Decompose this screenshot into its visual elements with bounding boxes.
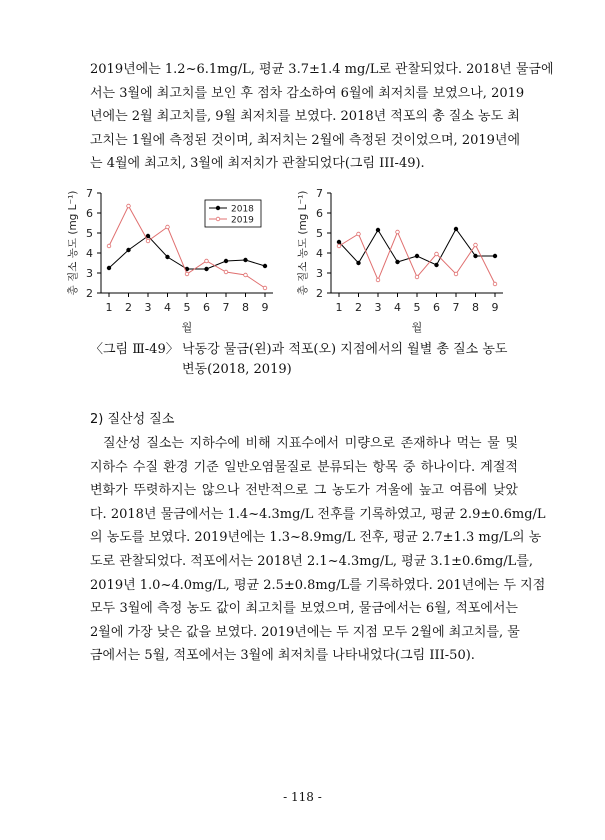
data-point bbox=[244, 273, 248, 277]
figure-charts bbox=[55, 185, 545, 335]
x-tick-label: 6 bbox=[203, 301, 210, 314]
data-point bbox=[224, 259, 228, 263]
data-point bbox=[357, 232, 361, 236]
data-point bbox=[337, 240, 341, 244]
legend-marker bbox=[216, 206, 220, 210]
y-tick-label: 5 bbox=[316, 227, 323, 240]
data-point bbox=[244, 258, 248, 262]
x-tick-label: 8 bbox=[472, 301, 479, 314]
data-point bbox=[357, 261, 361, 265]
legend-label: 2018 bbox=[231, 204, 254, 215]
caption-line2: 변동(2018, 2019) bbox=[182, 362, 292, 377]
x-tick-label: 3 bbox=[374, 301, 382, 314]
caption-line1: 낙동강 물금(왼)과 적포(오) 지점에서의 월별 총 질소 농도 bbox=[182, 342, 508, 357]
data-point bbox=[435, 263, 439, 267]
data-point bbox=[107, 244, 111, 248]
x-tick-label: 4 bbox=[164, 301, 171, 314]
text-line: 서는 3월에 최고치를 보인 후 점차 감소하여 6월에 최저치를 보였으나, 2019 bbox=[90, 85, 525, 101]
data-point bbox=[107, 266, 111, 270]
x-axis-label: 월 bbox=[181, 321, 193, 334]
x-tick-label: 2 bbox=[355, 301, 362, 314]
text-line: 2월에 가장 낮은 값을 보였다. 2019년에는 두 지점 모두 2월에 최고치를, 물 bbox=[90, 624, 520, 640]
text-line: 모두 3월에 측정 농도 값이 최고치를 보였으며, 물금에서는 6월, 적포에서는 bbox=[90, 601, 518, 617]
paragraph-nitrate bbox=[90, 432, 546, 668]
x-axis-label: 월 bbox=[411, 321, 423, 334]
y-tick-label: 3 bbox=[316, 267, 323, 280]
y-tick-label: 5 bbox=[86, 227, 93, 240]
data-point bbox=[337, 244, 341, 248]
y-tick-label: 2 bbox=[86, 287, 93, 300]
text-line: 변화가 뚜렷하지는 않으나 전반적으로 그 농도가 겨울에 높고 여름에 낮았 bbox=[90, 483, 518, 499]
series-line-2018 bbox=[339, 229, 495, 265]
data-point bbox=[205, 259, 209, 263]
text-line: 금에서는 5월, 적포에서는 3월에 최저치를 나타내었다(그림 III-50). bbox=[90, 648, 475, 664]
series-line-2018 bbox=[109, 236, 265, 269]
chart-jeokpo bbox=[285, 185, 515, 335]
text-line: 의 농도를 보였다. 2019년에는 1.3~8.9mg/L 전후, 평균 2.7±1.3 mg/L의 농 bbox=[90, 530, 542, 546]
y-tick-label: 4 bbox=[86, 247, 93, 260]
x-tick-label: 1 bbox=[335, 301, 343, 314]
y-tick-label: 6 bbox=[316, 207, 323, 220]
y-tick-label: 7 bbox=[316, 187, 323, 200]
text-line: 는 4월에 최고치, 3월에 최저치가 관찰되었다(그림 III-49). bbox=[90, 156, 425, 172]
section-title: 2) 질산성 질소 bbox=[90, 412, 175, 427]
data-point bbox=[224, 270, 228, 274]
x-tick-label: 5 bbox=[413, 301, 421, 314]
y-axis-label: 총 질소 농도 (mg L⁻¹) bbox=[297, 190, 309, 296]
figure-caption bbox=[90, 340, 530, 380]
text-line: 고치는 1월에 측정된 것이며, 최저치는 2월에 측정된 것이었으며, 2019년에 bbox=[90, 132, 521, 148]
data-point bbox=[454, 227, 458, 231]
paragraph-total-nitrogen bbox=[90, 58, 554, 176]
data-point bbox=[376, 228, 380, 232]
legend-marker bbox=[216, 217, 220, 221]
x-tick-label: 8 bbox=[242, 301, 249, 314]
data-point bbox=[127, 248, 131, 252]
y-tick-label: 4 bbox=[316, 247, 323, 260]
x-tick-label: 3 bbox=[144, 301, 152, 314]
data-point bbox=[396, 260, 400, 264]
data-point bbox=[493, 282, 497, 286]
x-tick-label: 4 bbox=[394, 301, 401, 314]
x-tick-label: 9 bbox=[261, 301, 269, 314]
data-point bbox=[493, 254, 497, 258]
x-tick-label: 2 bbox=[125, 301, 132, 314]
text-line: 2019년에는 1.2~6.1mg/L, 평균 3.7±1.4 mg/L로 관찰되었다. 2018년 물금에 bbox=[90, 62, 554, 77]
x-tick-label: 6 bbox=[433, 301, 440, 314]
data-point bbox=[166, 225, 170, 229]
data-point bbox=[376, 278, 380, 282]
text-line: 년에는 2월 최고치를, 9월 최저치를 보였다. 2018년 적포의 총 질소 농도 최 bbox=[90, 109, 520, 125]
data-point bbox=[474, 243, 478, 247]
data-point bbox=[263, 264, 267, 268]
x-tick-label: 5 bbox=[183, 301, 191, 314]
data-point bbox=[205, 267, 209, 271]
text-line: 도로 관찰되었다. 적포에서는 2018년 2.1~4.3mg/L, 평균 3.1±0.6mg/L를, bbox=[90, 553, 534, 569]
text-line: 질산성 질소는 지하수에 비해 지표수에서 미량으로 존재하나 먹는 물 및 bbox=[103, 436, 518, 451]
x-tick-label: 7 bbox=[222, 301, 230, 314]
y-tick-label: 3 bbox=[86, 267, 93, 280]
text-line: 2019년 1.0~4.0mg/L, 평균 2.5±0.8mg/L를 기록하였다. 201년에는 두 지점 bbox=[90, 577, 546, 593]
x-tick-label: 9 bbox=[491, 301, 499, 314]
data-point bbox=[474, 254, 478, 258]
data-point bbox=[415, 254, 419, 258]
data-point bbox=[185, 272, 189, 276]
data-point bbox=[127, 204, 131, 208]
data-point bbox=[146, 234, 150, 238]
figure-label: 〈그림 Ⅲ-49〉 bbox=[90, 342, 179, 357]
data-point bbox=[263, 286, 267, 290]
data-point bbox=[146, 239, 150, 243]
chart-mulgeum bbox=[55, 185, 285, 335]
data-point bbox=[415, 275, 419, 279]
text-line: 다. 2018년 물금에서는 1.4~4.3mg/L 전후를 기록하였고, 평균 2.9±0.6mg/L bbox=[90, 506, 546, 522]
y-tick-label: 2 bbox=[316, 287, 323, 300]
data-point bbox=[454, 272, 458, 276]
x-tick-label: 7 bbox=[452, 301, 460, 314]
data-point bbox=[435, 252, 439, 256]
data-point bbox=[396, 230, 400, 234]
text-line: 지하수 수질 환경 기준 일반오염물질로 분류되는 항목 중 하나이다. 계절적 bbox=[90, 459, 518, 475]
y-tick-label: 6 bbox=[86, 207, 93, 220]
y-tick-label: 7 bbox=[86, 187, 93, 200]
page-number: - 118 - bbox=[283, 790, 322, 804]
x-tick-label: 1 bbox=[105, 301, 113, 314]
y-axis-label: 총 질소 농도 (mg L⁻¹) bbox=[67, 190, 79, 296]
legend-label: 2019 bbox=[231, 215, 254, 226]
data-point bbox=[166, 255, 170, 259]
